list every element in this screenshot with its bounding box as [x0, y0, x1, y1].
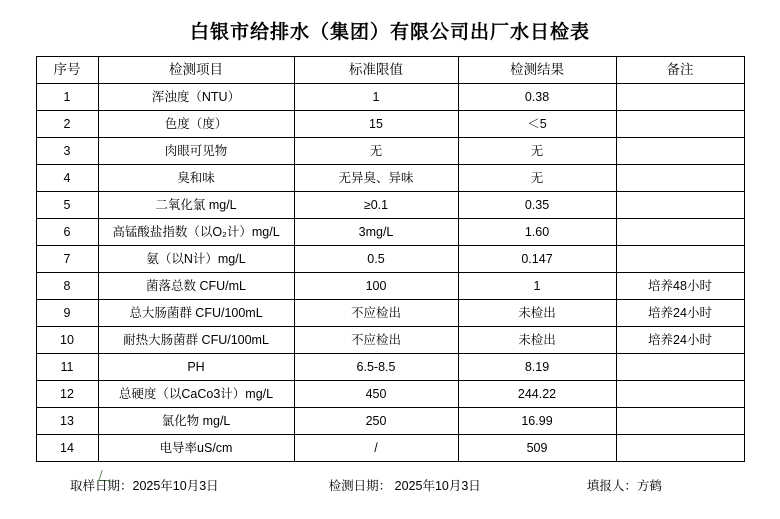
cell-no: 6 — [36, 219, 98, 246]
cell-std: 3mg/L — [294, 219, 458, 246]
cell-item: 氯化物 mg/L — [98, 408, 294, 435]
cell-item: 耐热大肠菌群 CFU/100mL — [98, 327, 294, 354]
table-row — [36, 354, 744, 381]
cell-no: 10 — [36, 327, 98, 354]
cell-note — [616, 408, 744, 435]
cell-item: 肉眼可见物 — [98, 138, 294, 165]
cell-std: 450 — [294, 381, 458, 408]
cell-item: 氨（以N计）mg/L — [98, 246, 294, 273]
cell-no: 2 — [36, 111, 98, 138]
cell-std: 15 — [294, 111, 458, 138]
table-header-row — [36, 57, 744, 84]
cell-no: 12 — [36, 381, 98, 408]
cell-std: / — [294, 435, 458, 462]
cell-std: 1 — [294, 84, 458, 111]
cell-std: 无 — [294, 138, 458, 165]
cell-result: 509 — [458, 435, 616, 462]
cell-std: 6.5-8.5 — [294, 354, 458, 381]
cell-no: 5 — [36, 192, 98, 219]
cell-note: 培养24小时 — [616, 300, 744, 327]
cell-note — [616, 219, 744, 246]
cell-std: 0.5 — [294, 246, 458, 273]
table-row — [36, 165, 744, 192]
cell-note — [616, 381, 744, 408]
cell-result: 未检出 — [458, 300, 616, 327]
water-quality-table — [36, 56, 745, 462]
cell-no: 11 — [36, 354, 98, 381]
cell-no: 4 — [36, 165, 98, 192]
cell-std: 不应检出 — [294, 300, 458, 327]
cell-std: 250 — [294, 408, 458, 435]
cell-no: 3 — [36, 138, 98, 165]
cell-no: 8 — [36, 273, 98, 300]
cell-note — [616, 354, 744, 381]
cell-note — [616, 84, 744, 111]
cell-item: 总大肠菌群 CFU/100mL — [98, 300, 294, 327]
testing-date-label: 检测日期： 2025年10月3日 — [328, 479, 481, 493]
table-row — [36, 381, 744, 408]
page-title: 白银市给排水（集团）有限公司出厂水日检表 — [189, 22, 590, 43]
cell-result: 0.38 — [458, 84, 616, 111]
cell-note — [616, 435, 744, 462]
column-header-result: 检测结果 — [458, 57, 616, 84]
cell-note — [616, 138, 744, 165]
cell-item: PH — [98, 354, 294, 381]
sampling-date-label: 取样日期：2025年10月3日 — [70, 479, 219, 493]
cell-result: ＜5 — [458, 111, 616, 138]
cell-note: 培养24小时 — [616, 327, 744, 354]
cell-result: 1 — [458, 273, 616, 300]
cell-note — [616, 246, 744, 273]
cell-item: 浑浊度（NTU） — [98, 84, 294, 111]
table-row — [36, 327, 744, 354]
cell-result: 16.99 — [458, 408, 616, 435]
cell-item: 二氧化氯 mg/L — [98, 192, 294, 219]
cell-no: 13 — [36, 408, 98, 435]
cell-std: 100 — [294, 273, 458, 300]
table-row — [36, 138, 744, 165]
cell-result: 0.147 — [458, 246, 616, 273]
cell-note — [616, 192, 744, 219]
cell-result: 8.19 — [458, 354, 616, 381]
table-row — [36, 219, 744, 246]
cell-std: 无异臭、异味 — [294, 165, 458, 192]
table-row — [36, 246, 744, 273]
filled-by-label: 填报人：方鹤 — [586, 479, 662, 493]
cell-std: ≥0.1 — [294, 192, 458, 219]
cell-result: 0.35 — [458, 192, 616, 219]
cell-result: 1.60 — [458, 219, 616, 246]
table-row — [36, 192, 744, 219]
cell-result: 无 — [458, 165, 616, 192]
cell-std: 不应检出 — [294, 327, 458, 354]
cell-item: 臭和味 — [98, 165, 294, 192]
cell-no: 7 — [36, 246, 98, 273]
cell-item: 总硬度（以CaCo3计）mg/L — [98, 381, 294, 408]
column-header-note: 备注 — [616, 57, 744, 84]
footer-row — [36, 476, 744, 494]
cell-no: 1 — [36, 84, 98, 111]
cell-item: 高锰酸盐指数（以O₂计）mg/L — [98, 219, 294, 246]
cell-note — [616, 165, 744, 192]
cell-item: 色度（度） — [98, 111, 294, 138]
cell-result: 未检出 — [458, 327, 616, 354]
table-row — [36, 84, 744, 111]
cell-result: 244.22 — [458, 381, 616, 408]
cell-note: 培养48小时 — [616, 273, 744, 300]
table-row — [36, 300, 744, 327]
column-header-no: 序号 — [36, 57, 98, 84]
cell-result: 无 — [458, 138, 616, 165]
table-row — [36, 435, 744, 462]
column-header-std: 标准限值 — [294, 57, 458, 84]
table-row — [36, 111, 744, 138]
cell-no: 9 — [36, 300, 98, 327]
column-header-item: 检测项目 — [98, 57, 294, 84]
table-row — [36, 408, 744, 435]
cell-no: 14 — [36, 435, 98, 462]
cell-note — [616, 111, 744, 138]
cell-item: 菌落总数 CFU/mL — [98, 273, 294, 300]
table-row — [36, 273, 744, 300]
cell-item: 电导率uS/cm — [98, 435, 294, 462]
